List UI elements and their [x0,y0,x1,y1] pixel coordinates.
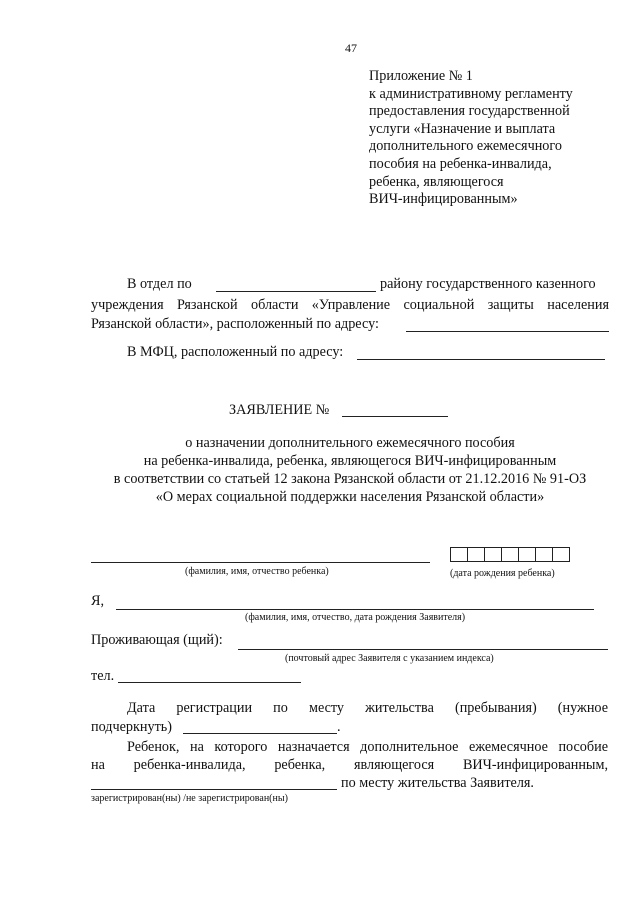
title-line: о назначении дополнительного ежемесячного пособия [185,435,515,451]
applicant-caption: (фамилия, имя, отчество, дата рождения Заявителя) [245,612,466,623]
child-line-3: по месту жительства Заявителя. [341,775,534,791]
appendix-line: пособия на ребенка-инвалида, [369,155,552,172]
appendix-line: к административному регламенту [369,85,573,102]
appendix-line: ребенка, являющегося [369,173,504,190]
child-name-field-line[interactable] [91,562,430,563]
phone-label: тел. [91,668,115,684]
phone-field-line[interactable] [118,682,301,683]
registration-date-field-line[interactable] [183,733,337,734]
appendix-line: Приложение № 1 [369,68,473,84]
appendix-line: ВИЧ-инфицированным» [369,191,518,208]
dept-line-2: учреждения Рязанской области «Управление социальной защиты населения [91,297,609,313]
registration-line-1: Дата регистрации по месту жительства (пребывания) (нужное [127,700,608,716]
child-line-1: Ребенок, на которого назначается дополнительное ежемесячное пособие [127,739,608,755]
title-line: на ребенка-инвалида, ребенка, являющегося ВИЧ-инфицированным [143,453,557,469]
title-line: в соответствии со статьей 12 закона Рязанской области от 21.12.2016 № 91-ОЗ [113,471,587,487]
residing-field-line[interactable] [238,649,608,650]
mfc-address-field-line[interactable] [357,359,605,360]
child-birthdate-caption: (дата рождения ребенка) [450,568,555,579]
residing-label: Проживающая (щий): [91,632,223,648]
page-number: 47 [345,41,357,55]
registration-line-2-prefix: подчеркнуть) [91,719,172,735]
child-registered-field-line[interactable] [91,789,337,790]
application-number-line[interactable] [342,416,448,417]
dept-address-field-line[interactable] [406,331,609,332]
applicant-field-line[interactable] [116,609,594,610]
i-label: Я, [91,593,105,609]
application-heading: ЗАЯВЛЕНИЕ № [229,402,330,418]
child-birthdate-boxes[interactable] [450,547,570,562]
appendix-block [369,68,573,209]
dept-suffix: району государственного казенного [380,276,596,292]
mfc-label: В МФЦ, расположенный по адресу: [127,344,344,360]
registered-caption: зарегистрирован(ны) /не зарегистрирован(ны) [91,793,288,804]
district-field-line[interactable] [216,291,376,292]
dept-line-3: Рязанской области», расположенный по адресу: [91,316,379,332]
registration-line-2-suffix: . [337,719,341,735]
dept-prefix: В отдел по [127,276,192,292]
child-line-2: на ребенка-инвалида, ребенка, являющегося ВИЧ-инфицированным, [91,757,608,773]
appendix-line: услуги «Назначение и выплата [369,120,556,137]
child-name-caption: (фамилия, имя, отчество ребенка) [185,566,329,577]
postal-caption: (почтовый адрес Заявителя с указанием индекса) [285,653,494,664]
appendix-line: дополнительного ежемесячного [369,138,562,155]
title-line: «О мерах социальной поддержки населения Рязанской области» [155,489,545,505]
appendix-line: предоставления государственной [369,103,570,120]
